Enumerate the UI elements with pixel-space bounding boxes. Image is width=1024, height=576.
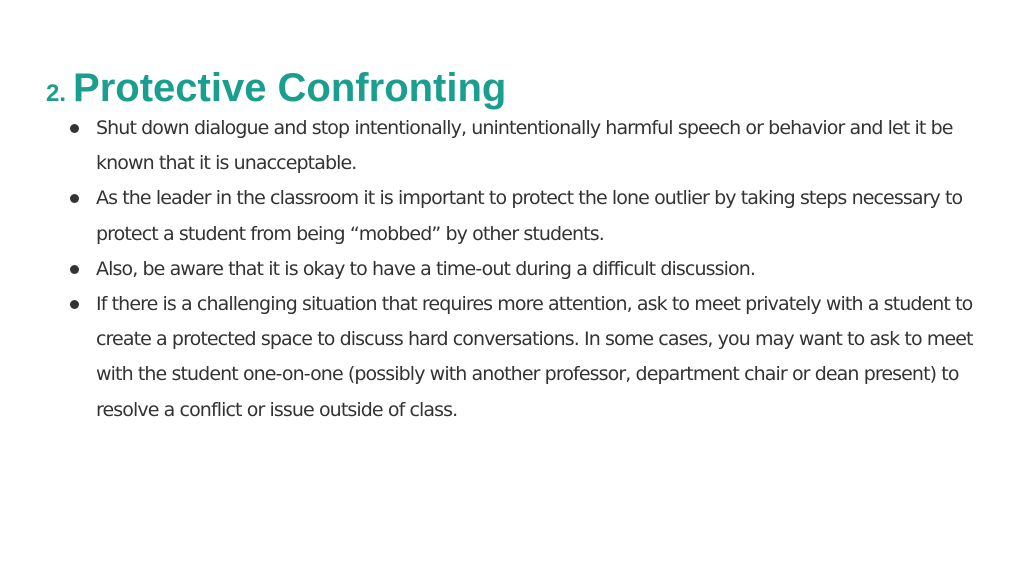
bullet-dot-icon bbox=[70, 265, 79, 274]
bullet-dot-icon bbox=[70, 194, 79, 203]
bullet-item-protect-outlier bbox=[70, 181, 990, 251]
bullet-dot-icon bbox=[70, 124, 79, 133]
bullet-item-time-out bbox=[70, 252, 990, 287]
bullet-item-shut-down-dialogue bbox=[70, 111, 990, 181]
bullet-text: Also, be aware that it is okay to have a time-out during a difficult discussion. bbox=[96, 257, 755, 280]
bullet-dot-icon bbox=[70, 300, 79, 309]
bullet-text: As the leader in the classroom it is important to protect the lone outlier by taking steps necessary to protect a student from being “mobbed” by other students. bbox=[96, 187, 963, 245]
bullet-item-meet-privately bbox=[70, 287, 990, 428]
title-number: 2. bbox=[46, 80, 67, 107]
bullet-text: If there is a challenging situation that requires more attention, ask to meet privately with a student to create a protected space to discuss hard conversations. In some cases, you may want to ask to meet with the student one-on-one (possibly with another professor, department chair or dean present) to resolve a conflict or issue outside of class. bbox=[96, 293, 973, 421]
bullet-list bbox=[70, 111, 990, 428]
bullet-text: Shut down dialogue and stop intentionally, unintentionally harmful speech or behavior and let it be known that it is unacceptable. bbox=[96, 117, 953, 175]
slide-title bbox=[46, 66, 506, 110]
title-text: Protective Confronting bbox=[73, 66, 507, 110]
